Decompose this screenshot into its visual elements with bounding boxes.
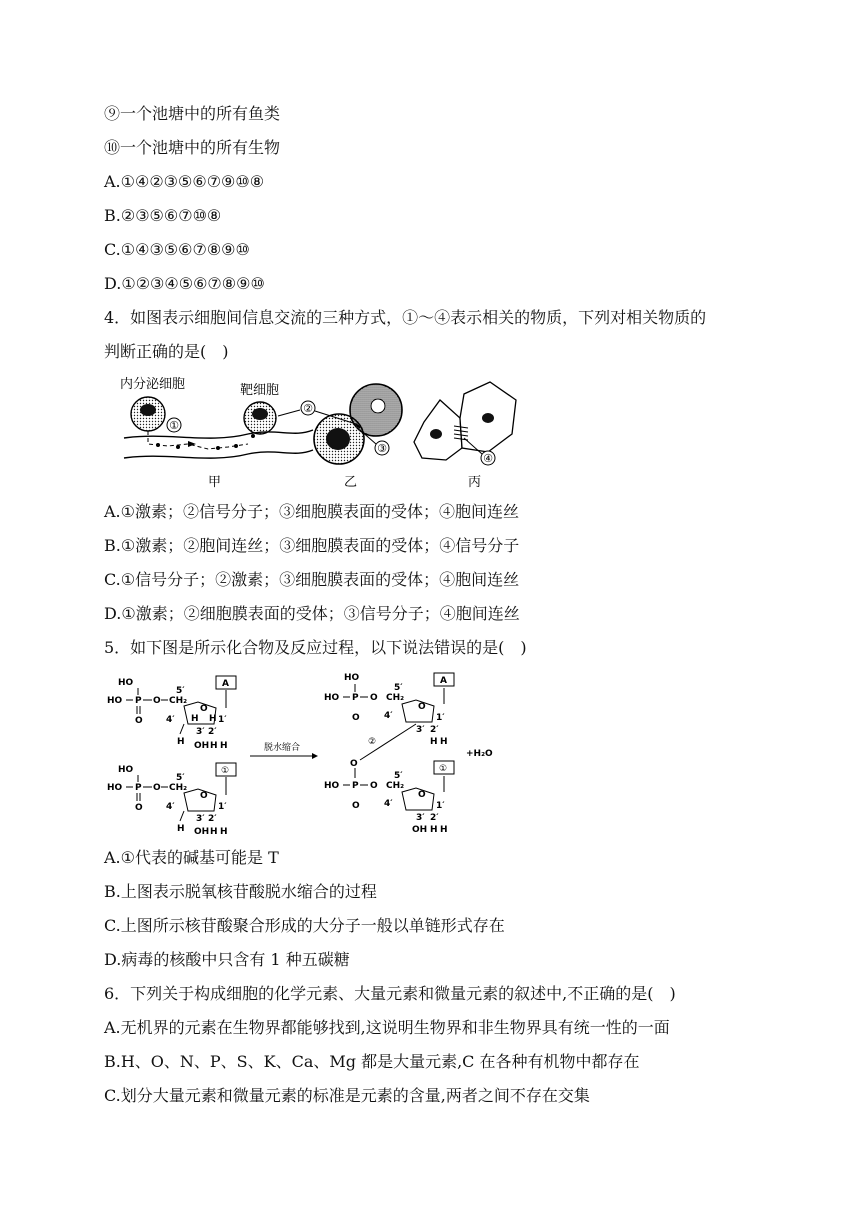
nucleotide-reaction-figure bbox=[104, 668, 524, 838]
marker-4: ④ bbox=[483, 452, 493, 465]
svg-text:CH₂: CH₂ bbox=[386, 781, 405, 791]
bond-2: ② bbox=[368, 737, 377, 747]
svg-text:H: H bbox=[440, 825, 448, 835]
option-b: B.H、O、N、P、S、K、Ca、Mg 都是大量元素,C 在各种有机物中都存在 bbox=[104, 1052, 640, 1071]
svg-text:HO: HO bbox=[324, 693, 340, 703]
svg-text:H: H bbox=[220, 827, 228, 837]
caption-bing: 丙 bbox=[468, 475, 482, 490]
nucleotide-right-top bbox=[324, 673, 454, 747]
svg-text:O: O bbox=[153, 696, 161, 706]
svg-text:CH₂: CH₂ bbox=[169, 696, 188, 706]
svg-text:1′: 1′ bbox=[218, 802, 227, 812]
svg-text:①: ① bbox=[221, 766, 230, 776]
water: +H₂O bbox=[466, 749, 493, 759]
svg-text:P: P bbox=[352, 693, 359, 703]
cell-communication-figure bbox=[118, 372, 538, 496]
svg-text:5′: 5′ bbox=[394, 683, 403, 693]
svg-text:OH: OH bbox=[194, 741, 210, 751]
svg-text:O: O bbox=[200, 704, 208, 714]
svg-text:CH₂: CH₂ bbox=[169, 783, 188, 793]
svg-text:5′: 5′ bbox=[394, 771, 403, 781]
svg-text:1′: 1′ bbox=[436, 801, 445, 811]
option-d: D.①激素；②细胞膜表面的受体；③信号分子；④胞间连丝 bbox=[104, 604, 520, 623]
option-a: A.无机界的元素在生物界都能够找到,这说明生物界和非生物界具有统一性的一面 bbox=[104, 1018, 670, 1037]
svg-text:P: P bbox=[135, 783, 142, 793]
option-d: D.①②③④⑤⑥⑦⑧⑨⑩ bbox=[104, 274, 265, 293]
svg-text:OH: OH bbox=[412, 825, 428, 835]
question-4-stem: 4．如图表示细胞间信息交流的三种方式，①～④表示相关的物质，下列对相关物质的 bbox=[104, 308, 707, 327]
marker-1: ① bbox=[169, 419, 179, 432]
option-a: A.①激素；②信号分子；③细胞膜表面的受体；④胞间连丝 bbox=[104, 502, 519, 521]
svg-text:O: O bbox=[352, 801, 360, 811]
svg-text:H: H bbox=[210, 827, 218, 837]
label-endocrine-cell: 内分泌细胞 bbox=[120, 377, 186, 392]
svg-text:HO: HO bbox=[344, 673, 360, 683]
svg-text:H: H bbox=[191, 714, 199, 724]
svg-text:H: H bbox=[430, 737, 438, 747]
svg-text:3′: 3′ bbox=[416, 813, 425, 823]
svg-text:HO: HO bbox=[107, 696, 123, 706]
arrow-label: 脱水缩合 bbox=[264, 743, 301, 753]
svg-text:H: H bbox=[177, 824, 185, 834]
svg-text:P: P bbox=[135, 696, 142, 706]
caption-yi: 乙 bbox=[344, 475, 358, 490]
option-b: B.②③⑤⑥⑦⑩⑧ bbox=[104, 206, 222, 225]
option-c: C.上图所示核苷酸聚合形成的大分子一般以单链形式存在 bbox=[104, 916, 505, 935]
svg-text:O: O bbox=[370, 693, 378, 703]
svg-text:HO: HO bbox=[107, 783, 123, 793]
marker-2: ② bbox=[303, 402, 313, 415]
svg-text:H: H bbox=[177, 737, 185, 747]
question-4-stem-cont: 判断正确的是( ) bbox=[104, 342, 229, 361]
svg-text:H: H bbox=[220, 741, 228, 751]
option-c: C.划分大量元素和微量元素的标准是元素的含量,两者之间不存在交集 bbox=[104, 1086, 590, 1105]
svg-text:4′: 4′ bbox=[166, 715, 175, 725]
blood-vessel-lower bbox=[124, 450, 313, 458]
option-c: C.①④③⑤⑥⑦⑧⑨⑩ bbox=[104, 240, 250, 259]
caption-jia: 甲 bbox=[208, 475, 222, 490]
svg-text:O: O bbox=[135, 716, 143, 726]
option-a: A.①④②③⑤⑥⑦⑨⑩⑧ bbox=[104, 172, 265, 191]
svg-text:H: H bbox=[430, 825, 438, 835]
svg-text:P: P bbox=[352, 781, 359, 791]
svg-text:H: H bbox=[209, 714, 217, 724]
svg-text:H: H bbox=[210, 741, 218, 751]
svg-text:2′: 2′ bbox=[208, 814, 217, 824]
svg-text:1′: 1′ bbox=[218, 715, 227, 725]
marker-3: ③ bbox=[377, 442, 387, 455]
svg-text:O: O bbox=[135, 803, 143, 813]
list-item: ⑨一个池塘中的所有鱼类 bbox=[104, 104, 281, 123]
svg-text:4′: 4′ bbox=[384, 711, 393, 721]
option-a: A.①代表的碱基可能是 T bbox=[104, 848, 279, 867]
svg-text:HO: HO bbox=[118, 765, 134, 775]
nucleotide-left-bottom bbox=[107, 763, 236, 837]
svg-text:5′: 5′ bbox=[176, 773, 185, 783]
question-6-stem: 6．下列关于构成细胞的化学元素、大量元素和微量元素的叙述中,不正确的是( ) bbox=[104, 984, 676, 1003]
svg-text:H: H bbox=[440, 737, 448, 747]
svg-text:O: O bbox=[352, 713, 360, 723]
svg-text:3′: 3′ bbox=[416, 725, 425, 735]
svg-text:O: O bbox=[418, 702, 426, 712]
label-target-cell: 靶细胞 bbox=[240, 383, 280, 398]
svg-text:OH: OH bbox=[194, 827, 210, 837]
svg-text:4′: 4′ bbox=[166, 802, 175, 812]
svg-text:A: A bbox=[440, 676, 447, 686]
svg-text:HO: HO bbox=[118, 678, 134, 688]
svg-text:2′: 2′ bbox=[208, 727, 217, 737]
option-c: C.①信号分子；②激素；③细胞膜表面的受体；④胞间连丝 bbox=[104, 570, 520, 589]
blood-vessel-upper bbox=[124, 430, 313, 438]
question-5-stem: 5．如下图是所示化合物及反应过程，以下说法错误的是( ) bbox=[104, 638, 527, 657]
svg-text:O: O bbox=[418, 790, 426, 800]
svg-text:①: ① bbox=[439, 764, 448, 774]
svg-text:O: O bbox=[370, 781, 378, 791]
svg-text:2′: 2′ bbox=[430, 813, 439, 823]
svg-text:5′: 5′ bbox=[176, 686, 185, 696]
svg-text:4′: 4′ bbox=[384, 799, 393, 809]
svg-text:HO: HO bbox=[324, 781, 340, 791]
svg-text:2′: 2′ bbox=[430, 725, 439, 735]
svg-text:O: O bbox=[350, 759, 358, 769]
option-b: B.①激素；②胞间连丝；③细胞膜表面的受体；④信号分子 bbox=[104, 536, 520, 555]
svg-text:1′: 1′ bbox=[436, 713, 445, 723]
option-b: B.上图表示脱氧核苷酸脱水缩合的过程 bbox=[104, 882, 377, 901]
nucleotide-right-bottom bbox=[324, 761, 454, 835]
option-d: D.病毒的核酸中只含有 1 种五碳糖 bbox=[104, 950, 350, 969]
svg-text:CH₂: CH₂ bbox=[386, 693, 405, 703]
svg-text:3′: 3′ bbox=[196, 727, 205, 737]
svg-text:3′: 3′ bbox=[196, 814, 205, 824]
svg-text:A: A bbox=[222, 679, 229, 689]
nucleotide-left-top bbox=[107, 676, 236, 751]
svg-text:O: O bbox=[200, 791, 208, 801]
svg-text:O: O bbox=[153, 783, 161, 793]
list-item: ⑩一个池塘中的所有生物 bbox=[104, 138, 281, 157]
